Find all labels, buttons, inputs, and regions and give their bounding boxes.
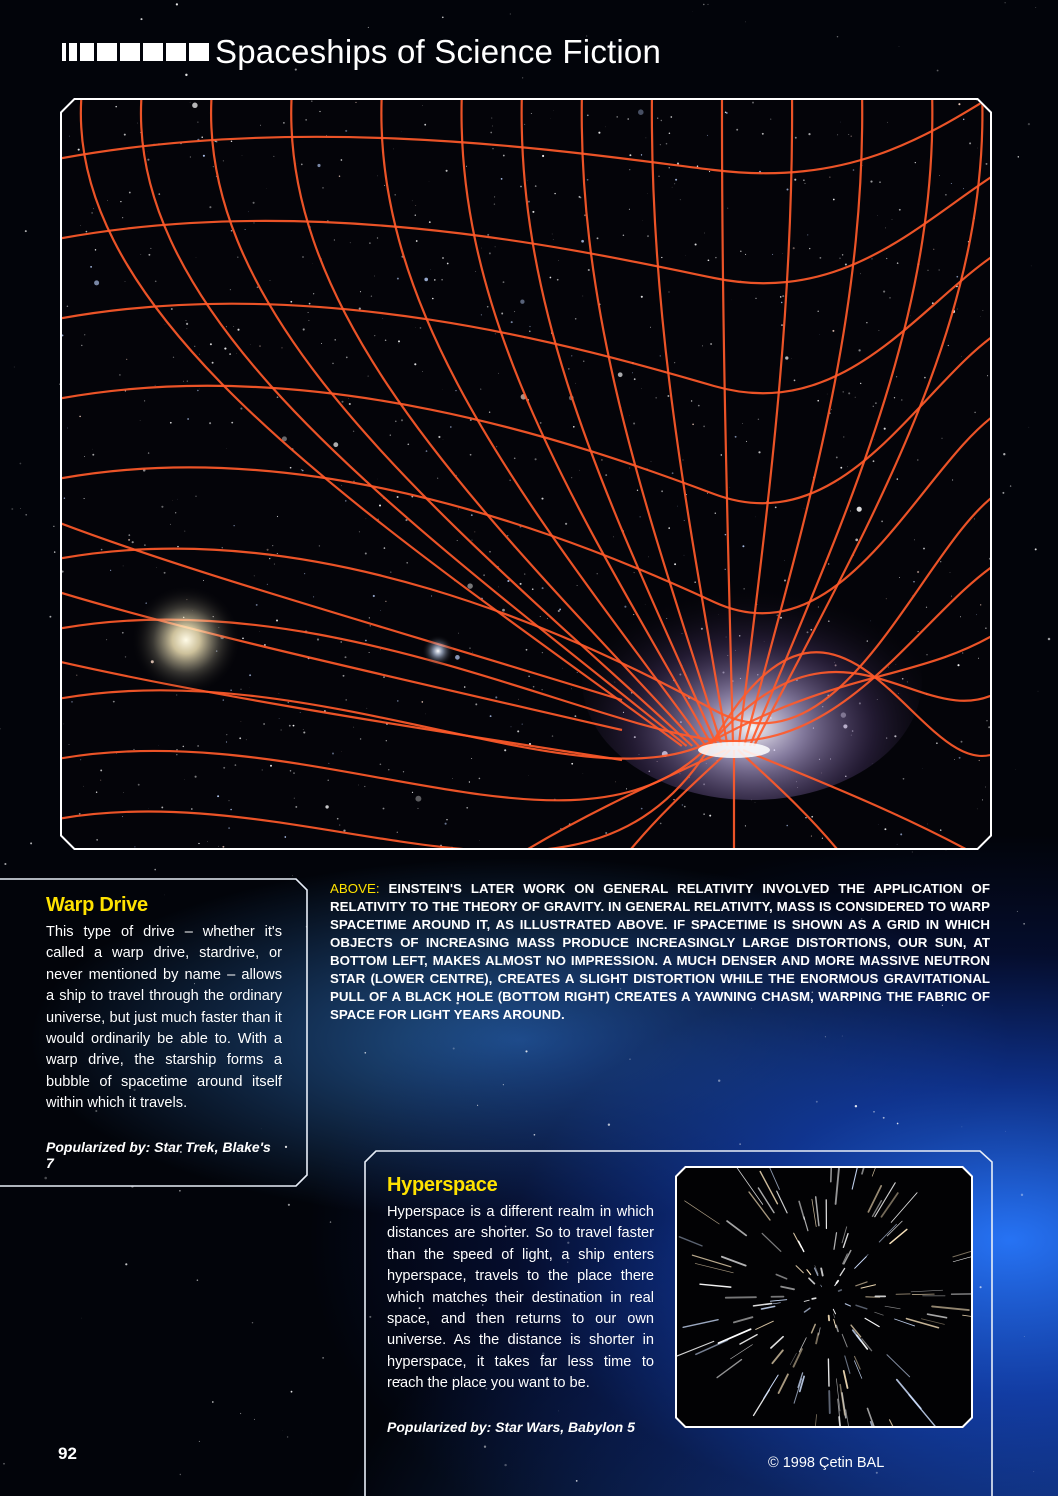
hyperspace-panel <box>364 1150 994 1496</box>
spacetime-illustration-frame <box>60 98 992 850</box>
caption-lead: ABOVE: <box>330 881 380 896</box>
neutron-star <box>422 635 454 667</box>
copyright-notice: © 1998 Çetin BAL <box>768 1455 885 1471</box>
hyperspace-image-frame <box>675 1166 973 1428</box>
caption-text: EINSTEIN'S LATER WORK ON GENERAL RELATIVITY INVOLVED THE APPLICATION OF RELATIVITY TO THE THEORY OF GRAVITY. IN GENERAL RELATIVITY, MASS IS CONSIDERED TO WARP SPACETIME AROUND IT, AS ILLUSTRATED ABOVE. IF SPACETIME IS SHOWN AS A GRID IN WHICH OBJECTS OF INCREASING MASS PRODUCE INCREASINGLY LARGE DISTORTIONS, OUR SUN, AT BOTTOM LEFT, MAKES ALMOST NO IMPRESSION. A MUCH DENSER AND MORE MASSIVE NEUTRON STAR (LOWER CENTRE), CREATES A SLIGHT DISTORTION WHILE THE ENORMOUS GRAVITATIONAL PULL OF A BLACK HOLE (BOTTOM RIGHT) CREATES A YAWNING CHASM, WARPING THE FABRIC OF SPACE FOR LIGHT YEARS AROUND. <box>330 881 990 1022</box>
page-title: Spaceships of Science Fiction <box>215 33 662 70</box>
warp-drive-body: This type of drive – whether it's called a warp drive, stardrive, or never mentioned by name – allows a ship to travel through the ordinary universe, but just much faster than it would ordinarily be able to. With a warp drive, the starship forms a bubble of spacetime around itself within which it travels. <box>46 924 282 1112</box>
spacetime-warp-illustration <box>62 100 990 848</box>
warp-drive-heading: Warp Drive <box>46 894 148 916</box>
page-number: 92 <box>58 1444 77 1463</box>
hyperspace-streaks-image <box>677 1168 971 1426</box>
hyperspace-heading: Hyperspace <box>387 1174 498 1196</box>
warp-drive-panel <box>0 878 308 1188</box>
header-bar-icon <box>62 43 209 61</box>
hyperspace-body: Hyperspace is a different realm in which distances are shorter. So to travel faster than the speed of light, a ship enters hyperspace, travels to the place there which matches their destination in real space, and then returns to our own universe. As the distance is shorter in hyperspace, it takes far less time to reach the place you want to be. <box>387 1204 654 1392</box>
hyperspace-popularized: Popularized by: Star Wars, Babylon 5 <box>387 1418 635 1435</box>
warp-drive-popularized: Popularized by: Star Trek, Blake's 7 <box>46 1138 271 1171</box>
illustration-caption <box>330 880 990 1024</box>
page-header <box>62 30 661 74</box>
sun-star <box>131 585 241 695</box>
black-hole-core <box>698 742 770 758</box>
